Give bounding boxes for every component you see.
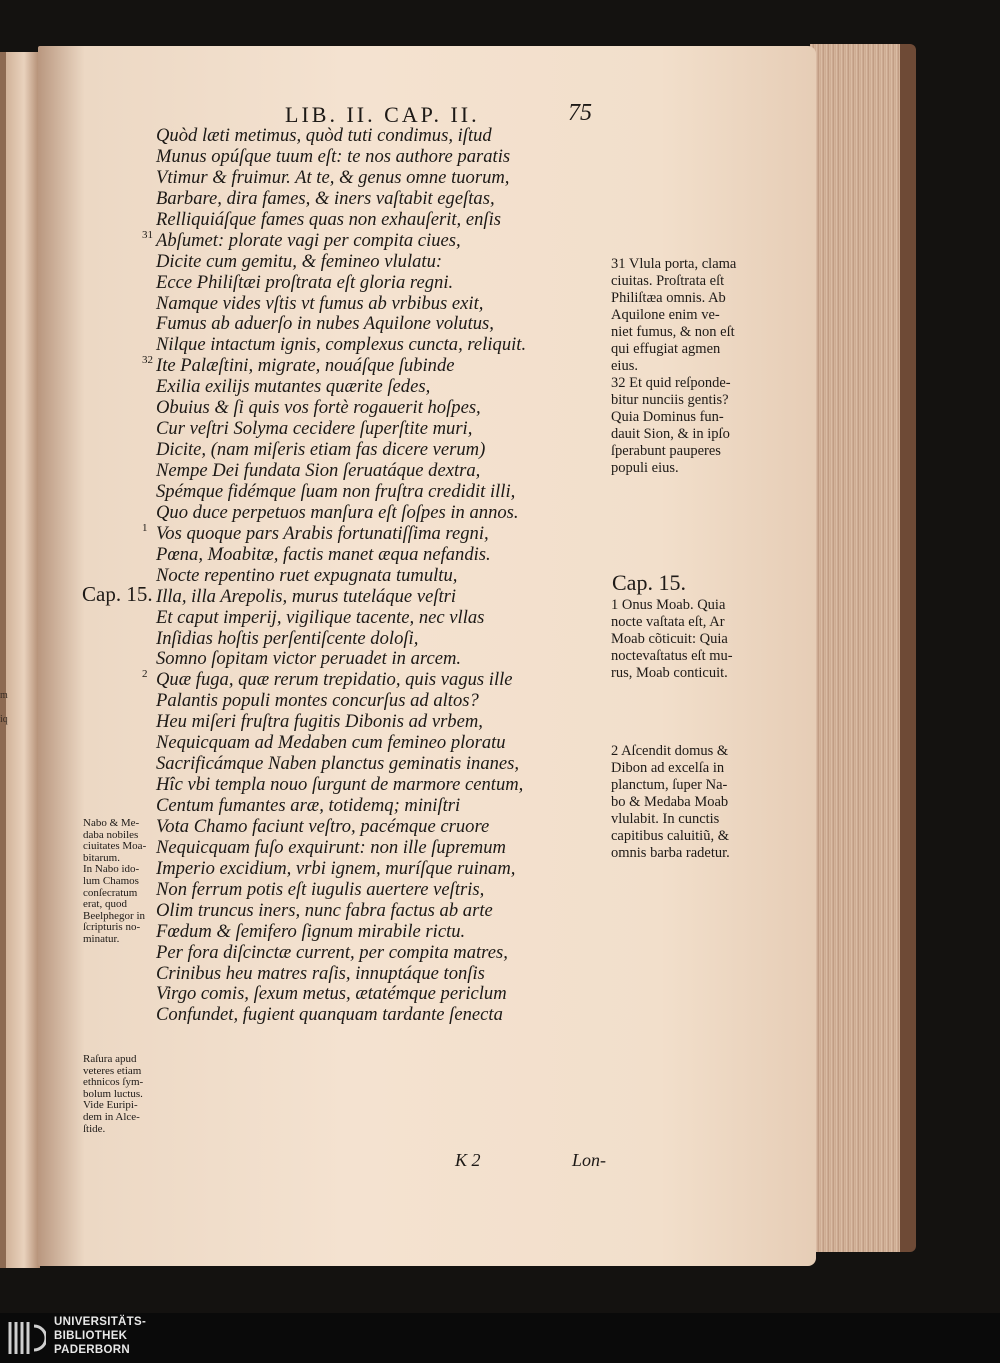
note-line: 32 Et quid reſponde- [611, 375, 731, 391]
verse-line [156, 377, 596, 398]
verse-column [142, 125, 596, 1026]
verse-line [156, 733, 596, 754]
verse-line [156, 859, 596, 880]
note-line: conſecratum [83, 886, 138, 899]
chapter-label-left: Cap. 15. [82, 582, 153, 606]
note-line: noctevaſtatus eſt mu- [611, 648, 733, 664]
note-line: capitibus caluitiũ, & [611, 828, 729, 844]
note-line: ciuitates Moa- [83, 840, 147, 853]
note-line: dauit Sion, & in ipſo [611, 426, 730, 442]
verse-text: Exilia exilijs mutantes quærite ſedes, [156, 376, 431, 398]
note-line: nocte vaſtata eſt, Ar [611, 614, 725, 630]
chapter-label-right: Cap. 15. [612, 570, 686, 595]
note-line: Vide Euripi- [83, 1099, 138, 1112]
verse-text: Illa, illa Arepolis, murus tuteláque veſtri [156, 585, 457, 607]
note-line: bo & Medaba Moab [611, 794, 729, 810]
verse-line [156, 294, 596, 315]
note-line: 1 Onus Moab. Quia [611, 597, 726, 613]
verse-line [142, 354, 596, 377]
verse-text: Dicite cum gemitu, & femineo vlulatu: [156, 250, 443, 272]
verse-line [156, 922, 596, 943]
book-scan: m iq LIB. II. CAP. II. 75 Quòd læti metimus, quòd tuti condimus, iſtud Munus opúſque tuum eſt: te nos authore paratis Vtimur & fruimur. At te, & genus omne tuorum, Barbare, dira fames, & iners vaſtabit egeſtas, Relliquiáſque fames quas non exhauſerit, enſis 31 Abſumet: plorate vagi per compita ciues, Dicite cum gemitu, & femineo vlulatu: Ecce Philiſtæi proſtrata eſt gloria regni. Namque vides vſtis vt fumus ab vrbibus exit, Fumus ab aduerſo in nubes Aquilone volutus, Nilque intactum ignis, complexus cuncta, reliquit. 32 Ite Palæſtini, migrate, nouáſque ſubinde Exilia exilijs mutantes quærite ſedes, Obuius & ſi quis vos fortè rogauerit hoſpes, Cur veſtri Solyma cecidere ſuperſtite muri, Dicite, (nam miſeris etiam fas dicere verum) Nempe Dei fundata Sion ſeruatáque dextra, Spémque fidémque ſuam non fruſtra credidit illi, Quo duce perpetuos manſura eſt ſoſpes in annos. 1 Vos quoque pars Arabis fortunatiſſima regni, Pœna, Moabitæ, factis manet æqua nefandis. Nocte repentino ruet expugnata tumultu, Illa, illa Arepolis, murus tuteláque veſtri Et caput imperij, vigilique tacente, nec vllas Inſidias hoſtis perſentiſcente doloſi, Somno ſopitam victor peruadet in arcem. 2 Quæ fuga, quæ rerum trepidatio, quis vagus ille Palantis populi montes concurſus ad altos? Heu miſeri fruſtra fugitis Dibonis ad vrbem, Nequicquam ad Medaben cum femineo ploratu Sacrificámque Naben planctus geminatis inanes, Hîc vbi templa nouo ſurgunt de marmore centum, Centum fumantes aræ, totidemq; miniſtri Vota Chamo faciunt veſtro, pacémque cruore Nequicquam fuſo exquirunt: non ille ſupremum Imperio excidium, vrbi ignem, muríſque ruinam, Non ferrum potis eſt iugulis auertere veſtris, Olim truncus iners, nunc fabra factus ab arte Fœdum & ſemifero ſignum mirabile rictu. Per fora diſcinctæ current, per compita matres, Crinibus heu matres raſis, innuptáque tonſis Virgo comis, ſexum metus, ætatémque periclum Confundet, fugient quanquam tardante ſenecta Cap. 15. Nabo & Me- daba nobiles ciuitates Moa- bitarum. In Nabo ido- lum Chamos conſecratum erat, quod Beelphegor in ſcripturis no- minatur. Raſura apud veteres etiam ethnicos ſym- bolum luctus. Vide Euripi- dem in Alce- ſtide. 31 Vlula porta, clama ciuitas. Proſtrata eſt Philiſtæa omnis. Ab Aquilone enim ve- niet fumus, & non eſt qui effugiat agmen eius. 32 Et quid reſponde- bitur nunciis gentis? Quia Dominus fun- dauit Sion, & in ipſo ſperabunt pauperes populi eius. Cap. 15. 1 Onus Moab. Quia nocte vaſtata eſt, Ar Moab cõticuit: Quia noctevaſtatus eſt mu- rus, Moab conticuit. 2 Aſcendit domus & Dibon ad excelſa in planctum, ſuper Na- bo & Medaba Moab vlulabit. In cunctis capitibus caluitiũ, & omnis barba radetur. K 2 Lon- [0, 0, 1000, 1313]
verse-line [156, 126, 596, 147]
cover-edge [900, 44, 916, 1252]
verse-line [156, 691, 596, 712]
verse-line [156, 838, 596, 859]
verse-text: Confundet, fugient quanquam tardante ſenecta [156, 1004, 503, 1026]
left-page-edge [0, 52, 6, 1268]
verse-text: Quòd læti metimus, quòd tuti condimus, iſtud [156, 125, 492, 146]
verse-text: Centum fumantes aræ, totidemq; miniſtri [156, 795, 461, 816]
verse-text: Spémque fidémque ſuam non fruſtra credidit illi, [156, 480, 516, 502]
verse-line [156, 817, 596, 838]
verse-line [156, 168, 596, 189]
verse-line [156, 775, 596, 796]
verse-line [156, 545, 596, 566]
verse-line [156, 314, 596, 335]
verse-text: Nempe Dei fundata Sion ſeruatáque dextra, [156, 460, 481, 481]
verse-text: Hîc vbi templa nouo ſurgunt de marmore centum, [156, 774, 524, 796]
verse-number: 31 [142, 228, 153, 241]
note-line: veteres etiam [83, 1064, 142, 1077]
note-line: qui effugiat agmen [611, 341, 721, 357]
note-line: ſperabunt pauperes [611, 443, 721, 459]
page-number: 75 [568, 100, 592, 126]
verse-number: 1 [142, 521, 148, 534]
library-name [54, 1315, 146, 1357]
verse-line [156, 629, 596, 650]
verse-text: Vota Chamo faciunt veſtro, pacémque cruore [156, 815, 490, 837]
verse-text: Nocte repentino ruet expugnata tumultu, [156, 564, 458, 586]
verse-text: Fœdum & ſemifero ſignum mirabile rictu. [156, 920, 466, 942]
verse-text: Nequicquam fuſo exquirunt: non ille ſupremum [156, 836, 506, 858]
margin-note-rasura [83, 1054, 157, 1135]
note-line: UNIVERSITÄTS- [54, 1316, 147, 1328]
verse-line [156, 796, 596, 817]
note-line: rus, Moab conticuit. [611, 665, 728, 681]
note-line: ſtide. [83, 1122, 106, 1135]
verse-text: Somno ſopitam victor peruadet in arcem. [156, 648, 462, 670]
note-line: Philiſtæa omnis. Ab [611, 290, 726, 306]
verse-text: Imperio excidium, vrbi ignem, muríſque ruinam, [156, 857, 516, 879]
verse-number: 32 [142, 354, 153, 367]
verse-text: Palantis populi montes concurſus ad altos? [156, 690, 479, 712]
verse-text: Vtimur & fruimur. At te, & genus omne tuorum, [156, 166, 510, 188]
verse-text: Fumus ab aduerſo in nubes Aquilone volutus, [156, 313, 494, 335]
note-line: erat, quod [83, 898, 127, 911]
note-line: daba nobiles [83, 828, 139, 841]
verse-text: Ite Palæſtini, migrate, nouáſque ſubinde [156, 355, 455, 377]
verse-text: Namque vides vſtis vt fumus ab vrbibus exit, [156, 292, 484, 314]
note-line: planctum, ſuper Na- [611, 777, 728, 793]
gloss-verse-31 [611, 256, 787, 477]
margin-note-nabo [83, 818, 157, 946]
verse-text: Per fora diſcinctæ current, per compita matres, [156, 941, 508, 963]
verse-text: Munus opúſque tuum eſt: te nos authore paratis [156, 145, 511, 167]
note-line: omnis barba radetur. [611, 845, 730, 861]
verse-line [142, 228, 596, 252]
verse-line [142, 521, 596, 545]
verse-line [156, 649, 596, 670]
note-line: BIBLIOTHEK [54, 1330, 128, 1342]
verse-line [156, 210, 596, 231]
verse-text: Cur veſtri Solyma cecidere ſuperſtite muri, [156, 418, 473, 440]
verse-text: Nilque intactum ignis, complexus cuncta, reliquit. [156, 334, 527, 356]
note-line: PADERBORN [54, 1344, 130, 1356]
verse-line [156, 252, 596, 273]
note-line: Dibon ad excelſa in [611, 760, 725, 776]
verse-text: Quæ fuga, quæ rerum trepidatio, quis vagus ille [156, 669, 513, 691]
note-line: dem in Alce- [83, 1110, 140, 1123]
running-head: LIB. II. CAP. II. [285, 102, 480, 127]
verse-text: Olim truncus iners, nunc fabra factus ab arte [156, 899, 493, 921]
note-line: bitur nunciis gentis? [611, 392, 729, 408]
note-line: ethnicos ſym- [83, 1076, 144, 1089]
note-line: vlulabit. In cunctis [611, 811, 720, 827]
verse-text: Dicite, (nam miſeris etiam fas dicere verum) [156, 439, 486, 461]
note-line: bitarum. [83, 851, 120, 864]
note-line: Nabo & Me- [83, 817, 140, 829]
verse-number: 2 [142, 668, 148, 681]
verse-line [156, 1005, 596, 1026]
verse-text: Pœna, Moabitæ, factis manet æqua nefandis. [156, 543, 491, 565]
gloss-chapter-15-verse-2 [611, 743, 787, 862]
verse-text: Relliquiáſque fames quas non exhauſerit, enſis [156, 208, 501, 230]
verse-line [156, 880, 596, 901]
gloss-chapter-15-verse-1 [611, 597, 787, 682]
signature-mark: K 2 [455, 1150, 481, 1170]
note-line: ciuitas. Proſtrata eſt [611, 273, 725, 289]
verse-text: Et caput imperij, vigilique tacente, nec vllas [156, 606, 485, 628]
verse-line [156, 147, 596, 168]
note-line: Beelphegor in [83, 909, 146, 922]
verse-line [156, 273, 596, 294]
note-line: populi eius. [611, 460, 679, 476]
verse-text: Quo duce perpetuos manſura eſt ſoſpes in annos. [156, 501, 519, 523]
verse-text: Ecce Philiſtæi proſtrata eſt gloria regni. [156, 271, 454, 293]
note-line: lum Chamos [83, 874, 139, 887]
note-line: ſcripturis no- [83, 921, 141, 934]
verse-text: Abſumet: plorate vagi per compita ciues, [156, 229, 461, 251]
verse-line [156, 189, 596, 210]
library-logo-icon [6, 1318, 46, 1358]
note-line: niet fumus, & non eſt [611, 324, 735, 340]
note-line: In Nabo ido- [83, 863, 140, 876]
library-footer-bar [0, 1313, 1000, 1363]
verse-line [156, 419, 596, 440]
verse-line [156, 461, 596, 482]
verse-line [156, 754, 596, 775]
verse-line [156, 482, 596, 503]
note-line: bolum luctus. [83, 1087, 143, 1100]
note-line: Aquilone enim ve- [611, 307, 720, 323]
verse-line [156, 608, 596, 629]
verse-text: Sacrificámque Naben planctus geminatis inanes, [156, 753, 520, 775]
verse-text: Heu miſeri fruſtra fugitis Dibonis ad vrbem, [156, 711, 483, 733]
note-line: minatur. [83, 932, 120, 945]
verse-line [156, 984, 596, 1005]
verse-line [156, 943, 596, 964]
left-page [0, 52, 40, 1268]
verse-text: Inſidias hoſtis perſentiſcente doloſi, [156, 627, 419, 649]
verse-line [156, 503, 596, 524]
note-line: Moab cõticuit: Quia [611, 631, 728, 647]
verse-line [156, 566, 596, 587]
verse-line [142, 668, 596, 691]
verse-text: Nequicquam ad Medaben cum femineo ploratu [156, 732, 506, 754]
verse-text: Virgo comis, ſexum metus, ætatémque periclum [156, 983, 507, 1005]
verse-line [156, 712, 596, 733]
note-line: 2 Aſcendit domus & [611, 743, 729, 759]
note-line: Quia Dominus fun- [611, 409, 724, 425]
page-fore-edge [810, 44, 910, 1252]
note-line: eius. [611, 358, 638, 374]
note-line: Raſura apud [83, 1053, 137, 1065]
verse-line [156, 964, 596, 985]
verse-line [156, 587, 596, 608]
note-line: 31 Vlula porta, clama [611, 256, 737, 272]
verse-line [156, 398, 596, 419]
verse-text: Crinibus heu matres raſis, innuptáque tonſis [156, 962, 485, 984]
verse-text: Vos quoque pars Arabis fortunatiſſima regni, [156, 522, 489, 544]
verse-text: Obuius & ſi quis vos fortè rogauerit hoſpes, [156, 397, 481, 419]
verse-text: Non ferrum potis eſt iugulis auertere veſtris, [156, 878, 485, 900]
catchword: Lon- [572, 1150, 607, 1170]
verse-line [156, 440, 596, 461]
verse-text: Barbare, dira fames, & iners vaſtabit egeſtas, [156, 187, 495, 209]
verse-line [156, 335, 596, 356]
verse-line [156, 901, 596, 922]
